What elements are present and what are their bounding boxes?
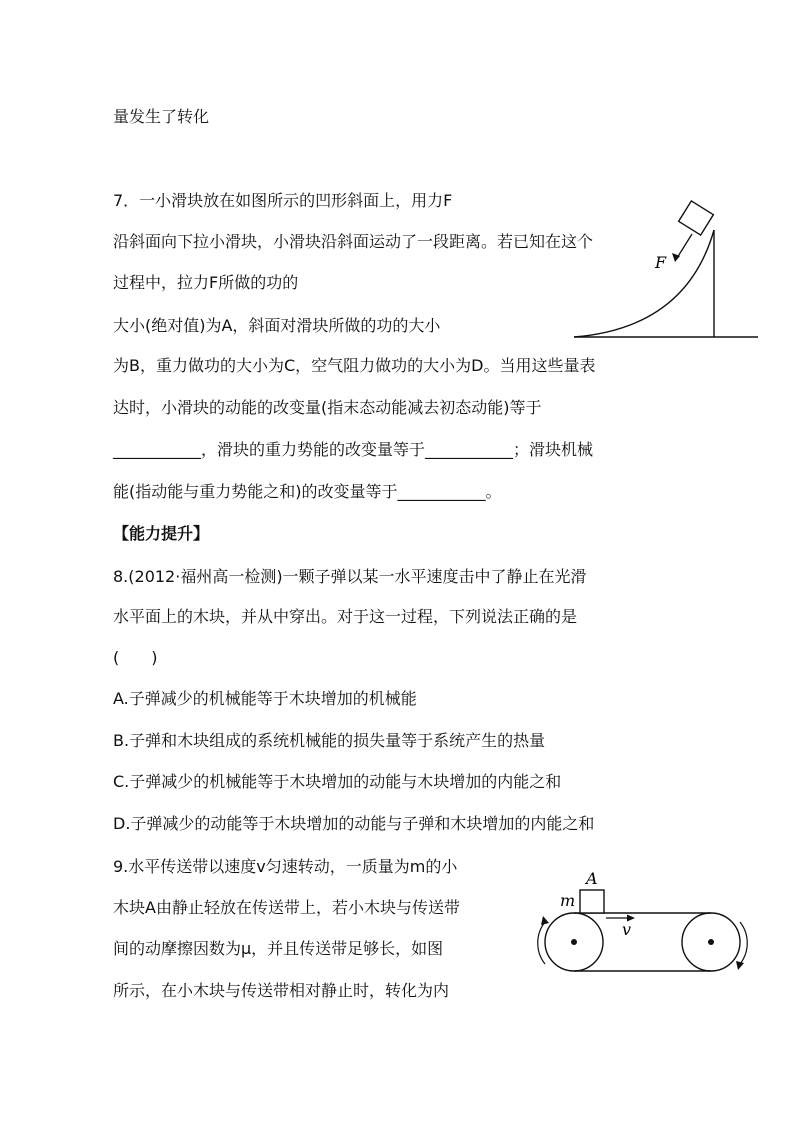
left-rotation-arrowhead: [541, 916, 549, 925]
slider-block: [679, 201, 714, 235]
right-rotation-arrow: [740, 922, 747, 964]
mass-label: m: [560, 891, 576, 910]
q9-line-3: 间的动摩擦因数为μ，并且传送带足够长，如图: [113, 939, 444, 958]
q8-option-c: C.子弹减少的机械能等于木块增加的动能与木块增加的内能之和: [113, 772, 562, 791]
conveyor-belt-figure: [532, 866, 754, 1002]
q8-answer-blank: ( ): [113, 648, 158, 667]
velocity-label: v: [622, 920, 632, 939]
q7-line-3: 过程中，拉力F所做的功的: [113, 273, 299, 292]
concave-slope-curve: [574, 230, 714, 337]
q8-option-b: B.子弹和木块组成的系统机械能的损失量等于系统产生的热量: [113, 731, 546, 750]
right-pulley-axle: [708, 939, 714, 945]
q7-line-6: 达时，小滑块的动能的改变量(指末态动能减去初态动能)等于: [113, 398, 542, 417]
q7-line-4: 大小(绝对值)为A，斜面对滑块所做的功的大小: [113, 316, 441, 335]
q7-line-7: ___________，滑块的重力势能的改变量等于___________；滑块机械: [113, 440, 594, 459]
q7-line-2: 沿斜面向下拉小滑块，小滑块沿斜面运动了一段距离。若已知在这个: [113, 232, 594, 251]
concave-slope-figure: [568, 196, 764, 342]
block-label: A: [586, 869, 598, 888]
right-rotation-arrowhead: [736, 961, 744, 970]
q9-line-1: 9.水平传送带以速度v匀速转动，一质量为m的小: [113, 857, 458, 876]
block-a: [580, 890, 604, 913]
q9-line-4: 所示，在小木块与传送带相对静止时，转化为内: [113, 981, 450, 1000]
left-rotation-arrow: [538, 922, 545, 964]
q7-line-8: 能(指动能与重力势能之和)的改变量等于___________。: [113, 482, 502, 501]
force-label: F: [655, 253, 667, 272]
q8-option-a: A.子弹减少的机械能等于木块增加的机械能: [113, 689, 417, 708]
section-heading: 【能力提升】: [113, 524, 210, 543]
q7-line-5: 为B，重力做功的大小为C，空气阻力做功的大小为D。当用这些量表: [113, 356, 596, 375]
left-pulley-axle: [571, 939, 577, 945]
q9-line-2: 木块A由静止轻放在传送带上，若小木块与传送带: [113, 898, 460, 917]
continued-line: 量发生了转化: [113, 107, 210, 126]
q8-line-2: 水平面上的木块，并从中穿出。对于这一过程，下列说法正确的是: [113, 607, 578, 626]
q7-line-1: 7．一小滑块放在如图所示的凹形斜面上，用力F: [113, 191, 453, 210]
q8-option-d: D.子弹减少的动能等于木块增加的动能与子弹和木块增加的内能之和: [113, 814, 595, 833]
force-arrow: [677, 234, 692, 258]
q8-line-1: 8.(2012·福州高一检测)一颗子弹以某一水平速度击中了静止在光滑: [113, 567, 587, 586]
